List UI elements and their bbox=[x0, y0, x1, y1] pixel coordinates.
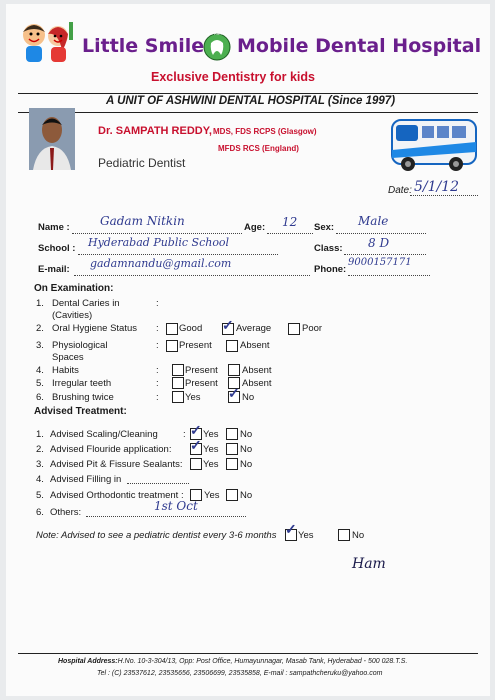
followup-no-checkbox[interactable] bbox=[338, 529, 350, 541]
phone-value: 9000157171 bbox=[348, 257, 412, 268]
sealants-no-checkbox[interactable] bbox=[226, 458, 238, 470]
exam-5-num: 5. bbox=[36, 378, 44, 389]
phone-label: Phone: bbox=[314, 264, 347, 275]
hygiene-poor-label: Poor bbox=[302, 323, 323, 334]
exam-2-label: Oral Hygiene Status bbox=[52, 323, 138, 334]
ortho-no-label: No bbox=[240, 490, 253, 501]
exam-3-label-2: Spaces bbox=[52, 352, 84, 363]
age-value: 12 bbox=[282, 215, 298, 229]
fluoride-yes-label: Yes bbox=[203, 444, 219, 455]
spaces-present-label: Present bbox=[179, 340, 212, 351]
fluoride-no-checkbox[interactable] bbox=[226, 443, 238, 455]
exam-2-num: 2. bbox=[36, 323, 44, 334]
exam-1-num: 1. bbox=[36, 298, 44, 309]
tagline: Exclusive Dentistry for kids bbox=[151, 70, 315, 84]
email-value: gadamnandu@gmail.com bbox=[90, 257, 232, 270]
advised-1-label: Advised Scaling/Cleaning bbox=[50, 429, 158, 440]
date-line bbox=[410, 195, 478, 196]
sealants-yes-label: Yes bbox=[203, 459, 219, 470]
sex-value: Male bbox=[358, 214, 389, 228]
scaling-yes-check-icon: ✓ bbox=[190, 422, 202, 438]
exam-4-colon: : bbox=[156, 365, 159, 376]
ortho-no-checkbox[interactable] bbox=[226, 489, 238, 501]
ortho-yes-label: Yes bbox=[204, 490, 220, 501]
sex-label: Sex: bbox=[314, 222, 335, 233]
advised-5-num: 5. bbox=[36, 490, 44, 501]
date-label: Date: bbox=[388, 185, 412, 196]
fluoride-yes-check-icon: ✓ bbox=[190, 437, 202, 453]
exam-3-colon: : bbox=[156, 340, 159, 351]
filling-line bbox=[127, 483, 189, 484]
exam-4-num: 4. bbox=[36, 365, 44, 376]
advised-4-label: Advised Filling in bbox=[50, 474, 122, 485]
followup-no-label: No bbox=[352, 530, 365, 541]
advised-2-label: Advised Flouride application: bbox=[50, 444, 172, 455]
irregular-present-checkbox[interactable] bbox=[172, 377, 184, 389]
hygiene-good-label: Good bbox=[179, 323, 203, 334]
exam-6-num: 6. bbox=[36, 392, 44, 403]
phone-line bbox=[348, 275, 430, 276]
advised-6-num: 6. bbox=[36, 507, 44, 518]
badge-text: Mr.FRIENDLY bbox=[206, 31, 232, 36]
irregular-present-label: Present bbox=[185, 378, 218, 389]
name-line bbox=[72, 233, 242, 234]
brushing-no-check-icon: ✓ bbox=[228, 385, 240, 401]
exam-6-colon: : bbox=[156, 392, 159, 403]
sealants-yes-checkbox[interactable] bbox=[190, 458, 202, 470]
bus-icon bbox=[390, 112, 478, 176]
brushing-no-label: No bbox=[242, 392, 255, 403]
followup-yes-label: Yes bbox=[298, 530, 314, 541]
school-line bbox=[78, 254, 278, 255]
habits-present-label: Present bbox=[185, 365, 218, 376]
doctor-signature: Ham bbox=[352, 556, 386, 572]
brushing-yes-checkbox[interactable] bbox=[172, 391, 184, 403]
exam-4-label: Habits bbox=[52, 365, 79, 376]
doctor-degrees: MDS, FDS RCPS (Glasgow) bbox=[213, 127, 317, 136]
hygiene-good-checkbox[interactable] bbox=[166, 323, 178, 335]
brushing-yes-label: Yes bbox=[185, 392, 201, 403]
doctor-photo bbox=[29, 108, 75, 170]
exam-5-label: Irregular teeth bbox=[52, 378, 112, 389]
doctor-name: Dr. SAMPATH REDDY, bbox=[98, 125, 212, 137]
advised-4-num: 4. bbox=[36, 474, 44, 485]
doctor-degrees-2: MFDS RCS (England) bbox=[218, 144, 299, 153]
unit-line: A UNIT OF ASHWINI DENTAL HOSPITAL (Since 1997) bbox=[106, 95, 396, 107]
examination-heading: On Examination: bbox=[34, 283, 114, 294]
exam-6-label: Brushing twice bbox=[52, 392, 114, 403]
age-line bbox=[267, 233, 313, 234]
school-value: Hyderabad Public School bbox=[88, 236, 230, 249]
class-label: Class: bbox=[314, 243, 343, 254]
exam-1-label-2: (Cavities) bbox=[52, 310, 93, 321]
email-line bbox=[74, 275, 310, 276]
date-value: 5/1/12 bbox=[414, 179, 460, 195]
scaling-no-checkbox[interactable] bbox=[226, 428, 238, 440]
exam-2-colon: : bbox=[156, 323, 159, 334]
exam-3-label: Physiological bbox=[52, 340, 108, 351]
class-value: 8 D bbox=[368, 236, 390, 250]
advised-1-num: 1. bbox=[36, 429, 44, 440]
scaling-yes-label: Yes bbox=[203, 429, 219, 440]
kids-logo bbox=[18, 20, 76, 64]
exam-3-num: 3. bbox=[36, 340, 44, 351]
spaces-present-checkbox[interactable] bbox=[166, 340, 178, 352]
exam-1-label: Dental Caries in bbox=[52, 298, 120, 309]
class-line bbox=[344, 254, 426, 255]
prescription-page bbox=[6, 4, 490, 696]
header-rule-top bbox=[18, 93, 478, 94]
advised-6-label: Others: bbox=[50, 507, 82, 518]
hygiene-poor-checkbox[interactable] bbox=[288, 323, 300, 335]
email-label: E-mail: bbox=[38, 264, 70, 275]
irregular-absent-label: Absent bbox=[242, 378, 272, 389]
habits-absent-label: Absent bbox=[242, 365, 272, 376]
name-label: Name : bbox=[38, 222, 70, 233]
spaces-absent-label: Absent bbox=[240, 340, 270, 351]
hygiene-average-check-icon: ✓ bbox=[222, 317, 234, 333]
followup-note: Note: Advised to see a pediatric dentist every 3-6 months bbox=[36, 530, 277, 541]
advised-5-label: Advised Orthodontic treatment : bbox=[50, 490, 184, 501]
exam-5-colon: : bbox=[156, 378, 159, 389]
tooth-badge-icon bbox=[202, 32, 232, 62]
age-label: Age: bbox=[244, 222, 266, 233]
footer-address-label: Hospital Address: bbox=[58, 658, 118, 665]
name-value: Gadam Nitkin bbox=[100, 214, 185, 228]
sealants-no-label: No bbox=[240, 459, 253, 470]
hygiene-average-label: Average bbox=[236, 323, 272, 334]
advised-1-colon: : bbox=[183, 429, 186, 440]
title-right: Mobile Dental Hospital bbox=[237, 35, 482, 57]
others-value: 1st Oct bbox=[154, 499, 198, 513]
followup-yes-check-icon: ✓ bbox=[285, 521, 297, 537]
sex-line bbox=[336, 233, 426, 234]
advised-3-label: Advised Pit & Fissure Sealants: bbox=[50, 459, 183, 470]
footer-address bbox=[58, 658, 407, 665]
habits-absent-checkbox[interactable] bbox=[228, 364, 240, 376]
doctor-specialty: Pediatric Dentist bbox=[98, 156, 186, 170]
advised-2-num: 2. bbox=[36, 444, 44, 455]
habits-present-checkbox[interactable] bbox=[172, 364, 184, 376]
spaces-absent-checkbox[interactable] bbox=[226, 340, 238, 352]
footer-rule bbox=[18, 653, 478, 654]
footer-address-text: H.No. 10-3-304/13, Opp: Post Office, Humayunnagar, Masab Tank, Hyderabad - 500 028.T.S. bbox=[117, 658, 408, 665]
school-label: School : bbox=[38, 243, 76, 254]
advised-3-num: 3. bbox=[36, 459, 44, 470]
others-line bbox=[86, 516, 246, 517]
advised-heading: Advised Treatment: bbox=[34, 406, 127, 417]
fluoride-no-label: No bbox=[240, 444, 253, 455]
title-left: Little Smile bbox=[82, 35, 205, 57]
scaling-no-label: No bbox=[240, 429, 253, 440]
exam-1-colon: : bbox=[156, 298, 159, 309]
footer-contact: Tel : (C) 23537612, 23535656, 23506699, 23535858, E-mail : sampathcheruku@yahoo.com bbox=[97, 670, 383, 677]
